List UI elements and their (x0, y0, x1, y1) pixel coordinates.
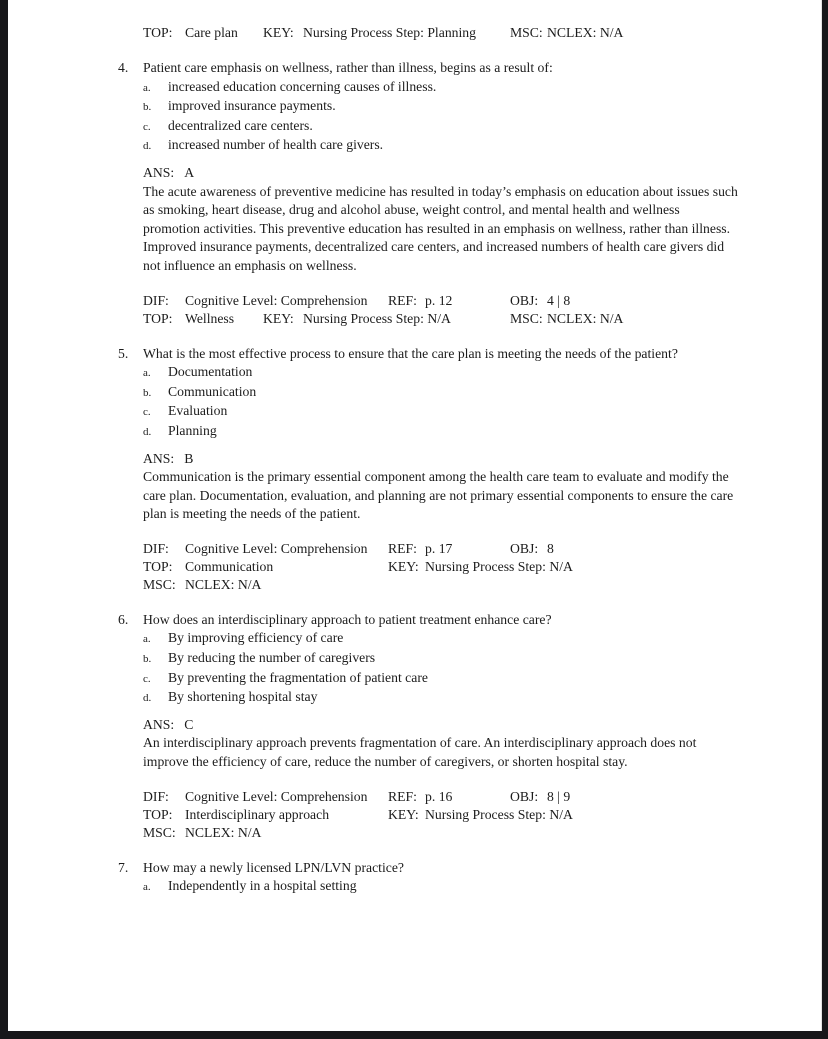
meta-block (143, 292, 821, 328)
key-value: Nursing Process Step: N/A (303, 310, 451, 326)
meta-row-dif (143, 788, 821, 806)
key-value: Nursing Process Step: Planning (303, 25, 476, 40)
choice-letter: c. (143, 406, 151, 419)
header-meta-line (143, 24, 821, 42)
ref-label: REF: (388, 540, 417, 556)
choice-letter: d. (143, 140, 152, 153)
choice-text: Independently in a hospital setting (168, 878, 357, 894)
dif-value: Cognitive Level: Comprehension (185, 788, 368, 804)
choice-letter: d. (143, 692, 152, 705)
answer-value: C (184, 716, 194, 732)
choice-row (143, 669, 821, 689)
key-value: Nursing Process Step: N/A (425, 806, 573, 822)
obj-label: OBJ: (510, 788, 539, 804)
meta-row-dif (143, 540, 821, 558)
question-stem: How does an interdisciplinary approach to patient treatment enhance care? (143, 611, 552, 627)
choice-letter: d. (143, 425, 152, 438)
answer-label: ANS: (143, 450, 175, 466)
key-label: KEY: (388, 806, 419, 822)
question-number: 6. (118, 611, 129, 627)
top-value: Care plan (185, 25, 238, 40)
meta-row-top (143, 806, 821, 824)
msc-value: NCLEX: N/A (185, 824, 262, 840)
msc-label: MSC: (510, 310, 543, 326)
choice-row (143, 877, 821, 897)
answer-value: B (184, 450, 194, 466)
msc-label: MSC: (143, 824, 176, 840)
question-block-6 (118, 611, 821, 842)
key-value: Nursing Process Step: N/A (425, 558, 573, 574)
choice-row (143, 422, 821, 442)
msc-label: MSC: (510, 25, 543, 40)
rationale-text: The acute awareness of preventive medicine has resulted in today’s emphasis on education about issues such as smoking, heart disease, drug and alcohol abuse, weight control, and mental health and wellness promotion activities. This preventive education has resulted in an emphasis on wellness, rather than illness. Improved insurance payments, decentralized care centers, and increased numbers of health care givers did not influence an emphasis on wellness. (143, 183, 738, 273)
ref-label: REF: (388, 292, 417, 308)
top-label: TOP: (143, 310, 173, 326)
question-stem: What is the most effective process to ensure that the care plan is meeting the needs of the patient? (143, 345, 678, 361)
meta-row-top (143, 310, 821, 328)
choice-letter: c. (143, 120, 151, 133)
meta-row-top (143, 558, 821, 576)
top-label: TOP: (143, 558, 173, 574)
document-content (8, 0, 821, 897)
question-block-5 (118, 345, 821, 594)
choice-text: By reducing the number of caregivers (168, 650, 376, 666)
answer-line (143, 716, 821, 735)
choice-row (143, 97, 821, 117)
question-number: 4. (118, 60, 129, 75)
top-value: Interdisciplinary approach (185, 806, 330, 822)
meta-block (143, 788, 821, 842)
document-page (8, 0, 822, 1031)
answer-label: ANS: (143, 164, 175, 180)
question-number: 7. (118, 859, 129, 875)
question-stem-row (118, 59, 821, 78)
choice-text: Planning (168, 422, 217, 438)
choice-text: Documentation (168, 364, 253, 380)
choice-list (143, 363, 821, 441)
msc-value: NCLEX: N/A (185, 576, 262, 592)
choice-letter: b. (143, 653, 152, 666)
dif-label: DIF: (143, 292, 169, 308)
choice-text: improved insurance payments. (168, 98, 336, 114)
obj-value: 8 (547, 540, 554, 556)
choice-row (143, 117, 821, 137)
choice-letter: b. (143, 101, 152, 114)
choice-row (143, 136, 821, 156)
choice-text: increased education concerning causes of illness. (168, 78, 437, 94)
top-label: TOP: (143, 25, 173, 40)
question-stem: How may a newly licensed LPN/LVN practice? (143, 859, 404, 875)
answer-line (143, 164, 821, 183)
choice-text: Evaluation (168, 403, 228, 419)
choice-row (143, 688, 821, 708)
ref-value: p. 17 (425, 540, 453, 556)
key-label: KEY: (388, 558, 419, 574)
obj-label: OBJ: (510, 540, 539, 556)
question-block-4 (118, 59, 821, 328)
choice-row (143, 629, 821, 649)
key-label: KEY: (263, 310, 294, 326)
question-stem-row (118, 611, 821, 630)
rationale-text: An interdisciplinary approach prevents fragmentation of care. An interdisciplinary approach does not improve the efficiency of care, reduce the number of caregivers, or shorten hospital stay. (143, 735, 697, 770)
choice-list (143, 629, 821, 707)
top-label: TOP: (143, 806, 173, 822)
choice-list (143, 78, 821, 156)
choice-row (143, 363, 821, 383)
choice-letter: c. (143, 672, 151, 685)
choice-text: By preventing the fragmentation of patient care (168, 669, 428, 685)
choice-row (143, 402, 821, 422)
answer-line (143, 450, 821, 469)
choice-letter: b. (143, 386, 152, 399)
msc-value: NCLEX: N/A (547, 25, 624, 40)
ref-value: p. 16 (425, 788, 453, 804)
choice-text: Communication (168, 383, 257, 399)
obj-value: 8 | 9 (547, 788, 571, 804)
obj-label: OBJ: (510, 292, 539, 308)
ref-label: REF: (388, 788, 417, 804)
choice-text: By improving efficiency of care (168, 630, 344, 646)
dif-label: DIF: (143, 788, 169, 804)
meta-row-msc (143, 824, 821, 842)
meta-block (143, 540, 821, 594)
question-block-7 (118, 859, 821, 897)
dif-value: Cognitive Level: Comprehension (185, 292, 368, 308)
top-value: Wellness (185, 310, 235, 326)
question-stem-row (118, 345, 821, 364)
answer-label: ANS: (143, 716, 175, 732)
meta-row-dif (143, 292, 821, 310)
question-number: 5. (118, 345, 129, 361)
choice-row (143, 649, 821, 669)
question-stem-row (118, 859, 821, 878)
choice-letter: a. (143, 881, 151, 894)
dif-value: Cognitive Level: Comprehension (185, 540, 368, 556)
choice-text: decentralized care centers. (168, 117, 313, 133)
choice-letter: a. (143, 633, 151, 646)
msc-value: NCLEX: N/A (547, 310, 624, 326)
question-stem: Patient care emphasis on wellness, rather than illness, begins as a result of: (143, 60, 553, 75)
msc-label: MSC: (143, 576, 176, 592)
key-label: KEY: (263, 25, 294, 40)
choice-row (143, 383, 821, 403)
top-value: Communication (185, 558, 274, 574)
dif-label: DIF: (143, 540, 169, 556)
meta-row-msc (143, 576, 821, 594)
ref-value: p. 12 (425, 292, 453, 308)
choice-letter: a. (143, 81, 151, 94)
choice-row (143, 78, 821, 98)
choice-letter: a. (143, 367, 151, 380)
choice-text: increased number of health care givers. (168, 137, 384, 153)
obj-value: 4 | 8 (547, 292, 571, 308)
choice-list (143, 877, 821, 897)
choice-text: By shortening hospital stay (168, 689, 318, 705)
answer-value: A (184, 164, 195, 180)
rationale-text: Communication is the primary essential component among the health care team to evaluate and modify the care plan. Documentation, evaluation, and planning are not primary essential components to ensure the care plan is meeting the needs of the patient. (143, 469, 734, 522)
